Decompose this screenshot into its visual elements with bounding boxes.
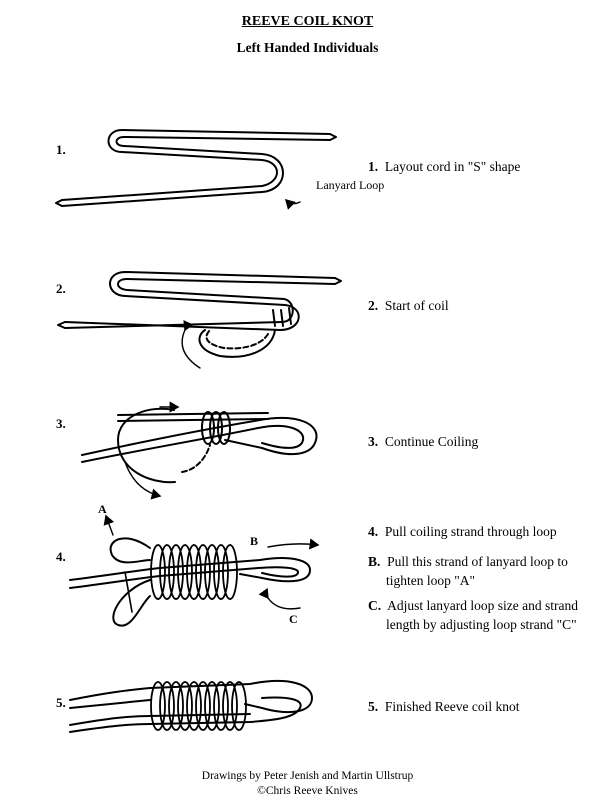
credits-line-2: ©Chris Reeve Knives — [257, 785, 358, 797]
step-4c-description: C. Adjust lanyard loop size and strand length by adjusting loop strand "C" — [368, 598, 578, 632]
step-2-number: 2. — [56, 281, 66, 296]
step-3-description: 3. Continue Coiling — [368, 434, 479, 449]
label-b: B — [250, 534, 259, 548]
step-5-drawing — [70, 681, 312, 732]
label-a: A — [98, 502, 107, 516]
page-title: REEVE COIL KNOT — [241, 14, 374, 29]
step-3-drawing — [82, 407, 317, 496]
step-4b-description: B. Pull this strand of lanyard loop to tighten loop "A" — [368, 554, 568, 588]
credits — [0, 769, 615, 799]
step-3-number: 3. — [56, 416, 66, 431]
credits-line-1: Drawings by Peter Jenish and Martin Ullstrup — [201, 770, 414, 782]
step-1-drawing — [56, 130, 336, 206]
page-subtitle: Left Handed Individuals — [236, 40, 379, 55]
step-2-description: 2. Start of coil — [368, 298, 449, 313]
step-5-number: 5. — [56, 695, 66, 710]
label-c: C — [289, 612, 298, 626]
step-4-description: 4. Pull coiling strand through loop — [368, 524, 557, 539]
step-1-description: 1. Layout cord in "S" shape — [368, 159, 521, 174]
step-5-description: 5. Finished Reeve coil knot — [368, 699, 520, 714]
step-2-drawing — [58, 272, 341, 368]
step-1-number: 1. — [56, 142, 66, 157]
step-4-drawing — [70, 516, 318, 626]
step-4-number: 4. — [56, 549, 66, 564]
lanyard-loop-label: Lanyard Loop — [316, 178, 385, 192]
